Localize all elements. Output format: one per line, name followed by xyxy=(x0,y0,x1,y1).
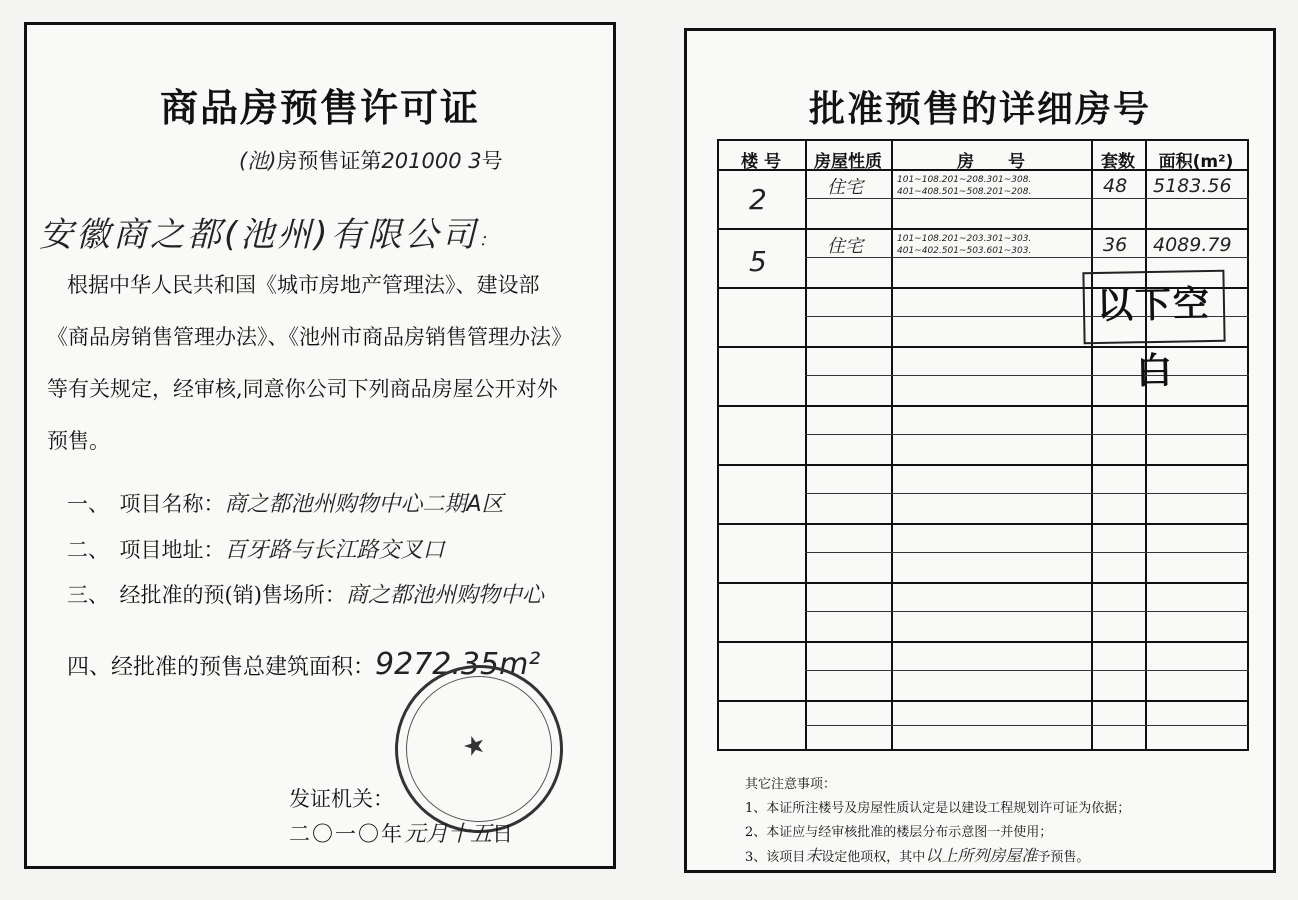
notes-title: 其它注意事项： xyxy=(745,777,837,792)
issue-date-suffix: 日 xyxy=(492,822,516,846)
row1-units: 48 xyxy=(1103,175,1128,197)
row2-building: 5 xyxy=(749,245,767,278)
note-3-handwritten-1: 未 xyxy=(805,846,822,865)
sub-row-divider xyxy=(805,725,1249,726)
cert-number-handwritten: 201000 3 xyxy=(381,149,482,173)
sales-venue-value: 商之都池州购物中心 xyxy=(345,583,544,608)
row-divider xyxy=(717,405,1249,407)
cert-suffix: 号 xyxy=(481,149,503,173)
row-divider xyxy=(717,523,1249,525)
table-border-right xyxy=(1247,139,1249,751)
item-label: 三、 经批准的预(销)售场所： xyxy=(67,583,346,607)
item-label: 四、经批准的预售总建筑面积： xyxy=(67,655,376,680)
cert-text: 房预售证第 xyxy=(276,149,382,173)
row-divider xyxy=(717,464,1249,466)
row1-nature: 住宅 xyxy=(827,177,863,198)
project-name-value: 商之都池州购物中心二期A区 xyxy=(224,492,504,517)
row1-rooms-line1: 101~108.201~208.301~308. xyxy=(897,175,1032,185)
sub-row-divider xyxy=(805,198,1249,199)
row-divider xyxy=(717,700,1249,702)
row2-area: 4089.79 xyxy=(1153,234,1232,256)
row1-building: 2 xyxy=(749,183,767,216)
seal-star-icon: ★ xyxy=(458,728,491,765)
company-suffix: ： xyxy=(478,230,500,251)
table-border-left xyxy=(717,139,719,751)
row2-units: 36 xyxy=(1103,234,1128,256)
column-divider xyxy=(891,139,893,751)
issuing-authority-label: 发证机关： xyxy=(289,787,394,811)
header-room-numbers: 房 号 xyxy=(957,152,1025,172)
sub-row-divider xyxy=(805,670,1249,671)
issue-date xyxy=(289,817,515,848)
note-3 xyxy=(745,843,1089,866)
note-1: 1、本证所注楼号及房屋性质认定是以建设工程规划许可证为依据； xyxy=(745,801,1131,816)
room-details-page xyxy=(684,28,1276,873)
paragraph-line-1: 根据中华人民共和国《城市房地产管理法》、建设部 xyxy=(67,273,540,297)
room-details-title: 批准预售的详细房号 xyxy=(808,89,1151,130)
table-border-top xyxy=(717,139,1249,141)
row2-nature: 住宅 xyxy=(827,236,863,257)
note-2: 2、本证应与经审核批准的楼层分布示意图一并使用； xyxy=(745,825,1053,840)
row2-rooms-line1: 101~108.201~203.301~303. xyxy=(897,234,1032,244)
note-3-part-a: 3、该项目 xyxy=(745,850,806,865)
company-name: 安徽商之都(池州)有限公司 xyxy=(39,215,479,255)
certificate-number-line xyxy=(239,145,503,175)
column-divider xyxy=(1091,139,1093,751)
header-units: 套数 xyxy=(1101,152,1135,172)
column-divider xyxy=(1145,139,1147,751)
total-area-value: 9272.35m² xyxy=(375,647,541,682)
header-area: 面积(m²) xyxy=(1158,152,1234,172)
issue-date-printed: 二〇一〇年 xyxy=(289,822,404,846)
room-details-table xyxy=(717,139,1249,751)
column-divider xyxy=(805,139,807,751)
company-name-handwritten xyxy=(39,207,500,256)
note-3-part-b: 设定他项权，其中 xyxy=(821,850,926,865)
header-property-type: 房屋性质 xyxy=(814,152,882,172)
row2-rooms-line2: 401~402.501~503.601~303. xyxy=(897,246,1032,256)
sub-row-divider xyxy=(805,611,1249,612)
sales-venue-item xyxy=(67,578,544,609)
sub-row-divider xyxy=(805,375,1249,376)
project-address-value: 百牙路与长江路交叉口 xyxy=(224,538,445,563)
row1-area: 5183.56 xyxy=(1153,175,1232,197)
sub-row-divider xyxy=(805,552,1249,553)
sub-row-divider xyxy=(805,434,1249,435)
paragraph-line-4: 预售。 xyxy=(47,429,110,453)
sub-row-divider xyxy=(805,257,1249,258)
row-divider xyxy=(717,582,1249,584)
blank-below-stamp: 以下空白 xyxy=(1082,270,1225,344)
table-border-bottom xyxy=(717,749,1249,751)
cert-prefix-handwritten: (池) xyxy=(239,149,277,173)
note-3-part-c: 予预售。 xyxy=(1037,850,1090,865)
project-name-item xyxy=(67,487,504,518)
row-divider xyxy=(717,641,1249,643)
license-title: 商品房预售许可证 xyxy=(159,86,480,130)
note-3-handwritten-2: 以上所列房屋准 xyxy=(925,846,1038,865)
project-address-item xyxy=(67,533,445,564)
paragraph-line-2: 《商品房销售管理办法》、《池州市商品房销售管理办法》 xyxy=(47,325,572,349)
item-label: 一、 项目名称： xyxy=(67,492,225,516)
row1-rooms-line2: 401~408.501~508.201~208. xyxy=(897,187,1032,197)
issue-date-handwritten: 元月十五 xyxy=(404,822,493,847)
presale-license-page xyxy=(24,22,616,869)
row-divider xyxy=(717,228,1249,230)
sub-row-divider xyxy=(805,493,1249,494)
header-building: 楼 号 xyxy=(741,152,781,172)
paragraph-line-3: 等有关规定，经审核,同意你公司下列商品房屋公开对外 xyxy=(47,377,558,401)
item-label: 二、 项目地址： xyxy=(67,538,225,562)
